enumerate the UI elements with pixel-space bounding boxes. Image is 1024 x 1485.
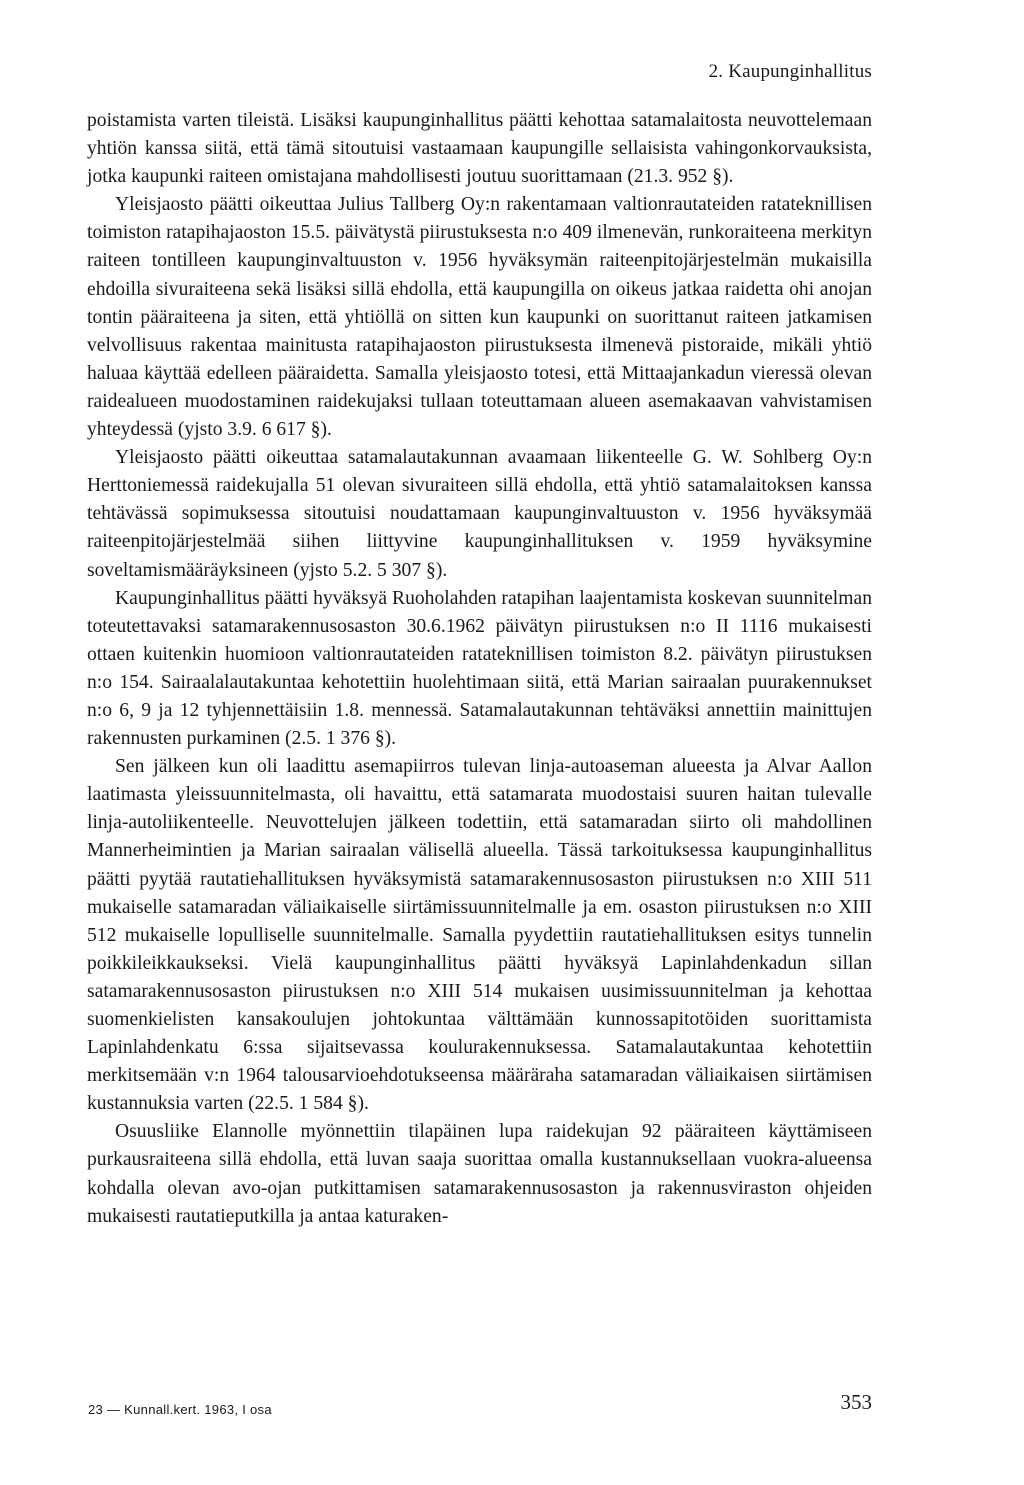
paragraph: Sen jälkeen kun oli laadittu asemapiirros tulevan linja-autoaseman alueesta ja Alvar Aallon laatimasta yleissuunnitelmasta, oli havaittu, että satamarata muodostaisi suuren haitan tulevalle linja-autoliikenteelle. Neuvottelujen jälkeen todettiin, että satamaradan siirto oli mahdollinen Mannerheimintien ja Marian sairaalan välisellä alueella. Tässä tarkoituksessa kaupunginhallitus päätti pyytää rautatiehallituksen hyväksymistä satamarakennusosaston piirustuksen n:o XIII 511 mukaiselle satamaradan väliaikaiselle siirtämissuunnitelmalle ja em. osaston piirustuksen n:o XIII 512 mukaiselle lopulliselle suunnitelmalle. Samalla pyydettiin rautatiehallituksen esitys tunnelin poikkileikkaukseksi. Vielä kaupunginhallitus päätti hyväksyä Lapinlahdenkadun sillan satamarakennusosaston piirustuksen n:o XIII 514 mukaisen uusimissuunnitelman ja kehottaa suomenkielisten kansakoulujen johtokuntaa välttämään kunnossapitotöiden suorittamista Lapinlahdenkatu 6:ssa sijaitsevassa koulurakennuksessa. Satamalautakuntaa kehotettiin merkitsemään v:n 1964 talousarvioehdotukseensa määräraha satamaradan väliaikaisen siirtämisen kustannuksia varten (22.5. 1 584 §). bbox=[87, 756, 872, 1115]
page-number: 353 bbox=[840, 1390, 872, 1414]
paragraph: Kaupunginhallitus päätti hyväksyä Ruoholahden ratapihan laajentamista koskevan suunnitelman toteutettavaksi satamarakennusosaston 30.6.1962 päivätyn piirustuksen n:o II 1116 mukaisesti ottaen kuitenkin huomioon valtionrautateiden ratateknillisen toimiston 8.2. päivätyn piirustuksen n:o 154. Sairaalalautakuntaa kehotettiin huolehtimaan siitä, että Marian sairaalan puurakennukset n:o 6, 9 ja 12 tyhjennettäisiin 1.8. mennessä. Satamalautakunnan tehtäväksi annettiin mainittujen rakennusten purkaminen (2.5. 1 376 §). bbox=[87, 587, 872, 750]
running-header: 2. Kaupunginhallitus bbox=[708, 61, 872, 82]
footer-note: 23 — Kunnall.kert. 1963, I osa bbox=[88, 1402, 272, 1417]
paragraph-continuation: poistamista varten tileistä. Lisäksi kaupunginhallitus päätti kehottaa satamalaitosta neuvottelemaan yhtiön kanssa siitä, että tämä sitoutuisi vastaamaan kaupungille sellaisista vahingonkorvauksista, jotka kaupunki raiteen omistajana mahdollisesti joutuu suorittamaan (21.3. 952 §). bbox=[87, 110, 872, 188]
body-text bbox=[87, 107, 872, 1231]
paragraph: Yleisjaosto päätti oikeuttaa Julius Tallberg Oy:n rakentamaan valtionrautateiden ratateknillisen toimiston ratapihajaoston 15.5. päivätystä piirustuksesta n:o 409 ilmenevän, runkoraiteena merkityn raiteen tontilleen kaupunginvaltuuston v. 1956 hyväksymän raiteenpitojärjestelmän mukaisilla ehdoilla sivuraiteena sekä lisäksi sillä ehdolla, että kaupungilla on oikeus jatkaa raidetta ohi anojan tontin pääraiteena ja siten, että yhtiöllä on sitten kun kaupunki on suorittanut raiteen jatkamisen velvollisuus rakentaa mainitusta ratapihajaoston piirustuksesta ilmenevä pistoraide, mikäli yhtiö haluaa käyttää edelleen pääraidetta. Samalla yleisjaosto totesi, että Mittaajankadun vieressä olevan raidealueen muodostaminen raidekujaksi tullaan toteuttamaan alueen asemakaavan vahvistamisen yhteydessä (yjsto 3.9. 6 617 §). bbox=[87, 194, 872, 441]
paragraph: Osuusliike Elannolle myönnettiin tilapäinen lupa raidekujan 92 pääraiteen käyttämiseen purkausraiteena sillä ehdolla, että luvan saaja suorittaa omalla kustannuksellaan vuokra-alueensa kohdalla olevan avo-ojan putkittamisen satamarakennusosaston ja rakennusviraston ohjeiden mukaisesti rautatieputkilla ja antaa katuraken- bbox=[87, 1121, 872, 1227]
paragraph: Yleisjaosto päätti oikeuttaa satamalautakunnan avaamaan liikenteelle G. W. Sohlberg Oy:n Herttoniemessä raidekujalla 51 olevan sivuraiteen sillä ehdolla, että yhtiö satamalaitoksen kanssa tehtävässä sopimuksessa sitoutuisi noudattamaan kaupunginvaltuuston v. 1956 hyväksymää raiteenpitojärjestelmää siihen liittyvine kaupunginhallituksen v. 1959 hyväksymine soveltamismääräyksineen (yjsto 5.2. 5 307 §). bbox=[87, 447, 872, 581]
